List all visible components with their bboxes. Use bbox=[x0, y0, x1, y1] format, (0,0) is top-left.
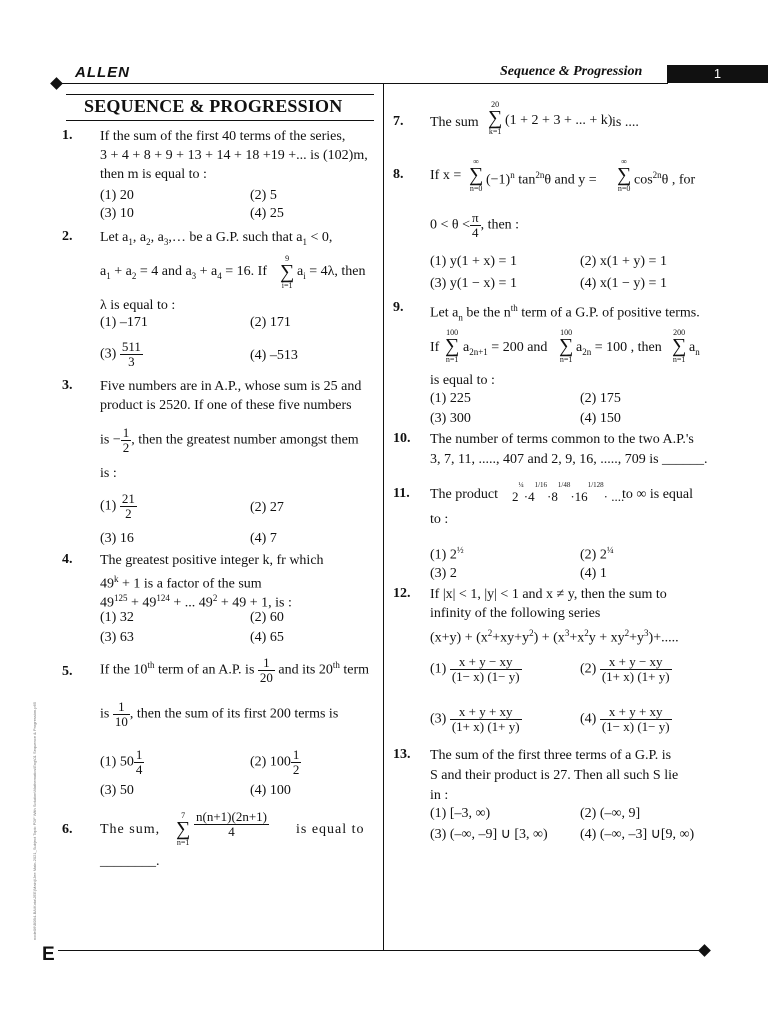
q9-sum2: $a_{2n} = 100$ , then bbox=[576, 340, 662, 357]
q11-text-end: to ∞ is equal bbox=[622, 487, 694, 502]
q9-line3: is equal to : bbox=[430, 373, 495, 388]
q3-line2: product is 2520. If one of these five numbers bbox=[100, 398, 352, 413]
q6-sigma: 7 ∑ n=1 bbox=[176, 811, 191, 847]
q9-sigma-2: 100 ∑ n=1 bbox=[559, 328, 574, 364]
q12-option-3: (3) $\frac{x + y + xy}{(1+ x) (1+ y)}$ bbox=[430, 704, 520, 734]
q2-option-1: (1) –171 bbox=[100, 315, 148, 330]
q3-option-3: (3) 16 bbox=[100, 531, 134, 546]
q11-line2: to : bbox=[430, 512, 449, 527]
title-rule-bottom bbox=[66, 120, 374, 121]
q10-line1: The number of terms common to the two A.P.'s bbox=[430, 432, 694, 447]
side-file-path: node06\B0B4-BA\Kota\JEE(Main)\Jee Main-2021_Subject Topic PDF With Solution\Mathematics\Eng\01 Sequence & Progression.p65 bbox=[32, 701, 37, 940]
q13-line3: in : bbox=[430, 788, 449, 803]
q12-line1: If |x| < 1, |y| < 1 and x ≠ y, then the sum to bbox=[430, 587, 667, 602]
header-title: Sequence & Progression bbox=[500, 64, 643, 79]
q9-sigma-3: 200 ∑ n=1 bbox=[672, 328, 687, 364]
q8-y-expr: $\cos^{2n}\theta$ , for bbox=[634, 170, 696, 188]
section-title: SEQUENCE & PROGRESSION bbox=[84, 96, 343, 116]
q3-option-2: (2) 27 bbox=[250, 500, 284, 515]
q3-option-1: (1) $\frac{21}{2}$ bbox=[100, 491, 135, 521]
q7-sigma: 20 ∑ k=1 bbox=[488, 100, 503, 136]
q1-option-1: (1) 20 bbox=[100, 188, 134, 203]
page-number: 1 bbox=[667, 65, 768, 83]
q11-option-3: (3) 2 bbox=[430, 566, 457, 581]
q10-number: 10. bbox=[393, 431, 411, 446]
q1-number: 1. bbox=[62, 128, 73, 143]
q9-line1: Let $a_n$ be the $n^{th}$ term of a G.P. of positive terms. bbox=[430, 303, 700, 323]
q4-option-1: (1) 32 bbox=[100, 610, 134, 625]
q12-option-1: (1) $\frac{x + y - xy}{(1- x) (1- y)}$ bbox=[430, 654, 520, 684]
q2-line2: $a_1 + a_2 = 4$ and $a_3 + a_4 = 16$. If bbox=[100, 264, 267, 281]
q3-number: 3. bbox=[62, 378, 73, 393]
q4-option-3: (3) 63 bbox=[100, 630, 134, 645]
q9-if: If bbox=[430, 340, 440, 355]
q8-x-expr: $(-1)^n$ $\tan^{2n}\theta$ and y = bbox=[486, 170, 597, 188]
q8-x-label: If x = bbox=[430, 168, 462, 183]
q9-sum3: $a_n$ bbox=[689, 340, 700, 357]
q3-line1: Five numbers are in A.P., whose sum is 25 and bbox=[100, 379, 362, 394]
q13-option-4: (4) (–∞, –3] ∪[9, ∞) bbox=[580, 827, 695, 842]
header-rule bbox=[58, 83, 668, 84]
q13-option-3: (3) (–∞, –9] ∪ [3, ∞) bbox=[430, 827, 548, 842]
q5-number: 5. bbox=[62, 664, 73, 679]
q9-number: 9. bbox=[393, 300, 404, 315]
q1-option-3: (3) 10 bbox=[100, 206, 134, 221]
q4-option-2: (2) 60 bbox=[250, 610, 284, 625]
q10-line2: 3, 7, 11, ....., 407 and 2, 9, 16, ....., 709 is ______. bbox=[430, 452, 708, 467]
q1-option-4: (4) 25 bbox=[250, 206, 284, 221]
q4-line1: The greatest positive integer k, fr which bbox=[100, 553, 324, 568]
q9-option-3: (3) 300 bbox=[430, 411, 471, 426]
q13-option-1: (1) [–3, ∞) bbox=[430, 806, 491, 821]
q7-text-start: The sum bbox=[430, 115, 479, 130]
q2-line1: Let $a_1$, $a_2$, $a_3,\dots$ be a G.P. such that $a_1 < 0$, bbox=[100, 230, 333, 247]
q6-text-start: The sum, bbox=[100, 822, 161, 837]
q1-option-2: (2) 5 bbox=[250, 188, 277, 203]
q8-sigma-y: ∞ ∑ n=0 bbox=[617, 157, 632, 193]
q5-line1: If the 10th term of an A.P. is $\frac{1}{20}$ and its 20th term bbox=[100, 655, 370, 685]
q13-number: 13. bbox=[393, 747, 411, 762]
q6-text-end: is equal to bbox=[296, 822, 365, 837]
q7-number: 7. bbox=[393, 114, 404, 129]
q8-number: 8. bbox=[393, 167, 404, 182]
q8-option-4: (4) x(1 − y) = 1 bbox=[580, 276, 667, 291]
column-divider bbox=[383, 84, 384, 950]
q11-text-start: The product bbox=[430, 487, 499, 502]
q5-option-3: (3) 50 bbox=[100, 783, 134, 798]
q6-blank: ________. bbox=[100, 854, 160, 869]
q2-sigma: 9 ∑ i=1 bbox=[280, 254, 295, 290]
q2-option-4: (4) –513 bbox=[250, 348, 298, 363]
q1-line1: If the sum of the first 40 terms of the series, bbox=[100, 129, 346, 144]
q4-line2: $49^k + 1$ is a factor of the sum bbox=[100, 574, 262, 592]
q13-line2: S and their product is 27. Then all such S lie bbox=[430, 768, 679, 783]
q4-line3: $49^{125} + 49^{124}$ + ... $49^2 + 49 + 1$, is : bbox=[100, 593, 292, 611]
q5-line2: is $\frac{1}{10}$ , then the sum of its first 200 terms is bbox=[100, 699, 339, 729]
q11-option-2: (2) $2^{\frac{1}{4}}$ bbox=[580, 545, 614, 563]
q12-option-2: (2) $\frac{x + y - xy}{(1+ x) (1+ y)}$ bbox=[580, 654, 670, 684]
allen-logo: ALLEN bbox=[75, 64, 130, 81]
q3-line4: is : bbox=[100, 466, 117, 481]
q2-line2-tail: $a_i = 4\lambda$, then bbox=[297, 264, 366, 281]
q2-line3: λ is equal to : bbox=[100, 298, 176, 313]
q12-line2: infinity of the following series bbox=[430, 606, 601, 621]
q2-number: 2. bbox=[62, 229, 73, 244]
q9-option-1: (1) 225 bbox=[430, 391, 471, 406]
q8-line2: 0 < θ < $\frac{\pi}{4}$ , then : bbox=[430, 210, 520, 240]
q11-option-4: (4) 1 bbox=[580, 566, 607, 581]
q13-line1: The sum of the first three terms of a G.P. is bbox=[430, 748, 672, 763]
q9-option-2: (2) 175 bbox=[580, 391, 621, 406]
footer-diamond-icon bbox=[698, 944, 711, 957]
q5-option-2: (2) 100 $\frac{1}{2}$ bbox=[250, 747, 300, 777]
q7-text-end: is .... bbox=[612, 115, 639, 130]
q2-option-3: (3) $\frac{511}{3}$ bbox=[100, 339, 141, 369]
footer-letter: E bbox=[42, 944, 55, 965]
q9-sum1: $a_{2n+1} = 200$ and bbox=[463, 340, 548, 357]
q13-option-2: (2) (–∞, 9] bbox=[580, 806, 641, 821]
q12-series: $(x+y) + (x^2+xy+y^2) + (x^3+x^2y + xy^2+y^3)+$..... bbox=[430, 628, 679, 646]
q3-option-4: (4) 7 bbox=[250, 531, 277, 546]
q11-number: 11. bbox=[393, 486, 410, 501]
q1-line3: then m is equal to : bbox=[100, 167, 207, 182]
q12-number: 12. bbox=[393, 586, 411, 601]
q9-option-4: (4) 150 bbox=[580, 411, 621, 426]
q8-sigma-x: ∞ ∑ n=0 bbox=[469, 157, 484, 193]
q11-option-1: (1) $2^{\frac{1}{2}}$ bbox=[430, 545, 464, 563]
q6-number: 6. bbox=[62, 822, 73, 837]
q4-number: 4. bbox=[62, 552, 73, 567]
q3-line3: is − $\frac{1}{2}$ , then the greatest number amongst them bbox=[100, 425, 359, 455]
q7-expression: (1 + 2 + 3 + ... + k) bbox=[505, 113, 613, 128]
q8-option-2: (2) x(1 + y) = 1 bbox=[580, 254, 667, 269]
q5-option-4: (4) 100 bbox=[250, 783, 291, 798]
q2-option-2: (2) 171 bbox=[250, 315, 291, 330]
q9-sigma-1: 100 ∑ n=1 bbox=[445, 328, 460, 364]
title-rule-top bbox=[66, 94, 374, 95]
q8-option-1: (1) y(1 + x) = 1 bbox=[430, 254, 517, 269]
q12-option-4: (4) $\frac{x + y + xy}{(1- x) (1- y)}$ bbox=[580, 704, 670, 734]
q6-fraction: $\frac{n(n+1)(2n+1)}{4}$ bbox=[196, 809, 267, 839]
footer-rule bbox=[58, 950, 704, 951]
q8-option-3: (3) y(1 − x) = 1 bbox=[430, 276, 517, 291]
q5-option-1: (1) 50 $\frac{1}{4}$ bbox=[100, 747, 143, 777]
q1-line2: 3 + 4 + 8 + 9 + 13 + 14 + 18 +19 +... is (102)m, bbox=[100, 148, 368, 163]
q11-product-expr: $2^{\frac{1}{4}}\cdot 4^{1/16}\cdot 8^{1/48}\cdot 16^{1/128}\cdot$ .... bbox=[512, 481, 625, 505]
q4-option-4: (4) 65 bbox=[250, 630, 284, 645]
